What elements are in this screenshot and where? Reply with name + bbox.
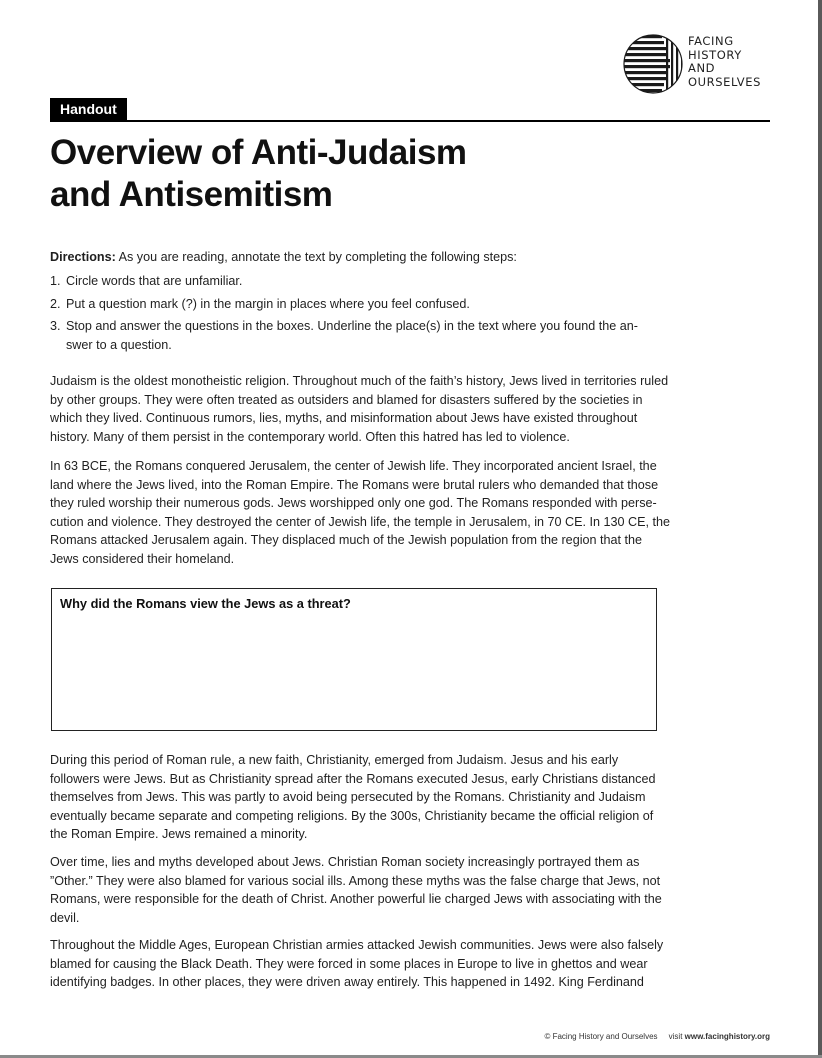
step-item — [50, 295, 650, 314]
title-line-1: Overview of Anti-Judaism — [50, 133, 467, 172]
step-item — [50, 317, 650, 354]
step-number: 1. — [50, 274, 61, 288]
paragraph-roman-conquest: In 63 BCE, the Romans conquered Jerusalem, the center of Jewish life. They incorporated ancient Israel, the land where the Jews lived, into the Roman Empire. The Romans were brutal rulers who demanded that those they ruled worship their numerous gods. Jews worshipped only one god. The Romans responded with perse-cution and violence. They destroyed the center of Jewish life, the temple in Jerusalem, in 70 CE. In 130 CE, the Romans attacked Jerusalem again. They displaced much of the Jewish population from the region that the Jews considered their homeland. — [50, 459, 671, 566]
question-box[interactable] — [51, 588, 657, 731]
directions-steps — [50, 272, 650, 358]
footer-url-link[interactable]: www.facinghistory.org — [684, 1032, 770, 1041]
step-text: Circle words that are unfamiliar. — [66, 274, 243, 288]
step-item — [50, 272, 650, 291]
page-edge-right — [818, 0, 822, 1058]
step-number: 3. — [50, 319, 61, 333]
logo-wordmark — [688, 35, 761, 89]
paragraph-christianity-emerges: During this period of Roman rule, a new faith, Christianity, emerged from Judaism. Jesus and his early followers were Jews. But as Christianity spread after the Romans executed Jesus, early Christians distanced themselves from Jews. This was partly to avoid being persecuted by the Romans. Christianity and Judaism eventually became separate and competing religions. By the 300s, Christianity became the official religion of the Roman Empire. Jews remained a minority. — [50, 753, 656, 841]
logo-line: HISTORY — [688, 47, 742, 62]
directions-intro — [50, 248, 670, 267]
page-footer — [544, 1032, 770, 1041]
directions-label: Directions: — [50, 250, 116, 264]
logo-line: AND — [688, 61, 716, 75]
footer-visit: visit — [668, 1032, 683, 1041]
paragraph-myths: Over time, lies and myths developed about Jews. Christian Roman society increasingly portrayed them as ”Other.” They were also blamed for various social ills. Among these myths was the false charge that Jews, not Romans, were responsible for the death of Christ. Another powerful lie charged Jews with associating with the devil. — [50, 855, 662, 925]
step-text: Stop and answer the questions in the boxes. Underline the place(s) in the text where you found the an-swer to a question. — [66, 319, 638, 352]
header-rule — [50, 120, 770, 122]
step-number: 2. — [50, 296, 61, 311]
footer-copyright: © Facing History and Ourselves — [544, 1032, 658, 1041]
paragraph-judaism-intro: Judaism is the oldest monotheistic religion. Throughout much of the faith’s history, Jews lived in territories ruled by other groups. They were often treated as outsiders and blamed for disasters suffered by the societies in which they lived. Continuous rumors, lies, myths, and misinformation about Jews have existed throughout history. Many of them persist in the contemporary world. Often this hatred has led to violence. — [50, 374, 669, 444]
striped-globe-icon — [622, 33, 684, 95]
logo-line: OURSELVES — [688, 74, 762, 89]
title-line-2: and Antisemitism — [50, 175, 333, 214]
directions-text: As you are reading, annotate the text by completing the following steps: — [115, 250, 517, 264]
facing-history-logo — [622, 33, 782, 99]
question-prompt: Why did the Romans view the Jews as a threat? — [60, 596, 351, 611]
handout-label: Handout — [50, 98, 127, 121]
logo-line: FACING — [688, 34, 734, 48]
step-text: Put a question mark (?) in the margin in places where you feel confused. — [66, 296, 470, 311]
answer-area[interactable] — [60, 619, 648, 722]
paragraph-middle-ages: Throughout the Middle Ages, European Christian armies attacked Jewish communities. Jews were also falsely blamed for causing the Black Death. They were forced in some places in Europe to live in ghettos and wear identifying badges. In other places, they were driven away entirely. This happened in 1492. King Ferdinand — [50, 938, 664, 989]
page-title — [50, 132, 467, 216]
